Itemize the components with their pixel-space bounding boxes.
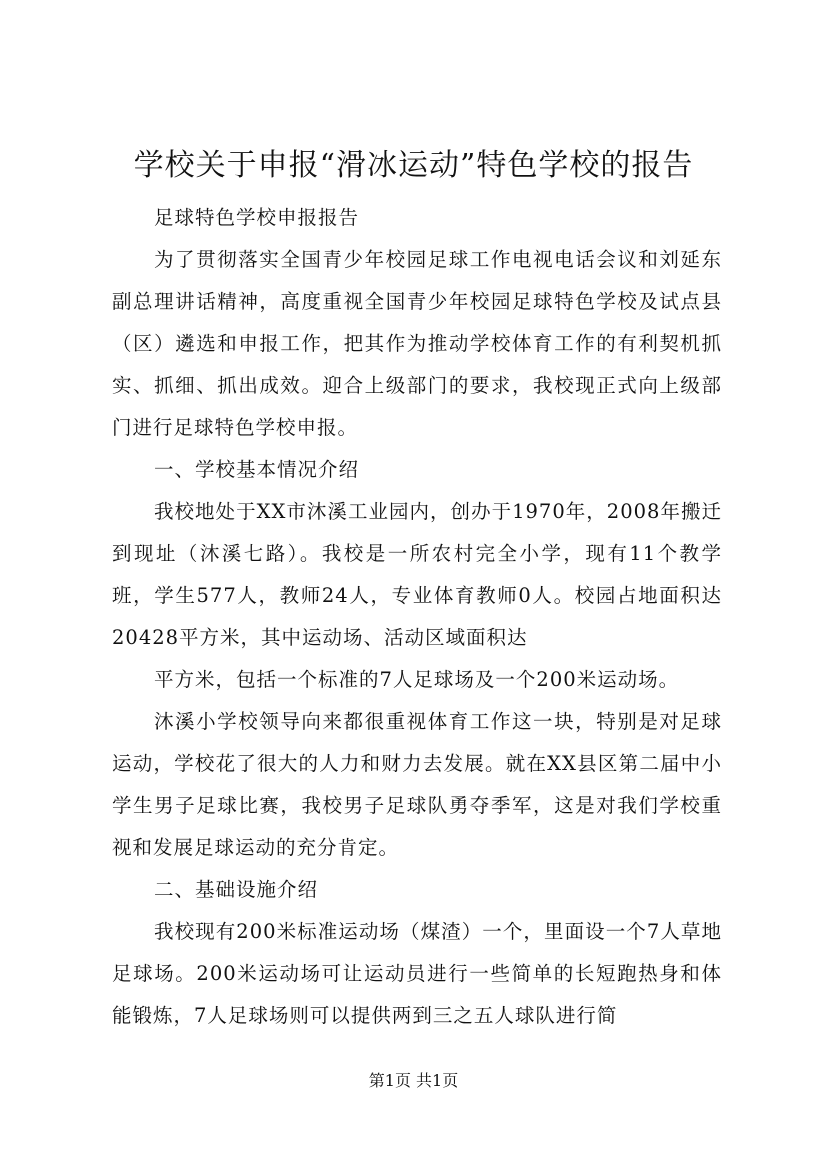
paragraph-leadership: 沐溪小学校领导向来都很重视体育工作这一块，特别是对足球运动，学校花了很大的人力和财力去发展。就在XX县区第二届中小学生男子足球比赛，我校男子足球队勇夺季军，这是对我们学校重视和发展足球运动的充分肯定。	[112, 710, 722, 859]
paragraph-subtitle: 足球特色学校申报报告	[154, 206, 360, 229]
page-footer	[0, 1070, 827, 1092]
paragraph-basic-info: 我校地处于XX市沐溪工业园内，创办于1970年，2008年搬迁到现址（沐溪七路）。我校是一所农村完全小学，现有11个教学班，学生577人，教师24人，专业体育教师0人。校园占地面积达20428平方米，其中运动场、活动区域面积达	[112, 500, 722, 649]
section-heading-facilities: 二、基础设施介绍	[154, 878, 319, 901]
document-title: 学校关于申报“滑冰运动”特色学校的报告	[133, 148, 694, 183]
page-number-label: 第1页 共1页	[368, 1071, 459, 1090]
paragraph-facilities: 我校现有200米标准运动场（煤渣）一个，里面设一个7人草地足球场。200米运动场可让运动员进行一些简单的长短跑热身和体能锻炼，7人足球场则可以提供两到三之五人球队进行简	[112, 920, 722, 1027]
section-heading-basic-info: 一、学校基本情况介绍	[154, 458, 360, 481]
paragraph-intro: 为了贯彻落实全国青少年校园足球工作电视电话会议和刘延东副总理讲话精神，高度重视全国青少年校园足球特色学校及试点县（区）遴选和申报工作，把其作为推动学校体育工作的有利契机抓实、抓细、抓出成效。迎合上级部门的要求，我校现正式向上级部门进行足球特色学校申报。	[112, 248, 722, 439]
document-body	[112, 197, 722, 1037]
paragraph-area: 平方米，包括一个标准的7人足球场及一个200米运动场。	[154, 668, 680, 691]
